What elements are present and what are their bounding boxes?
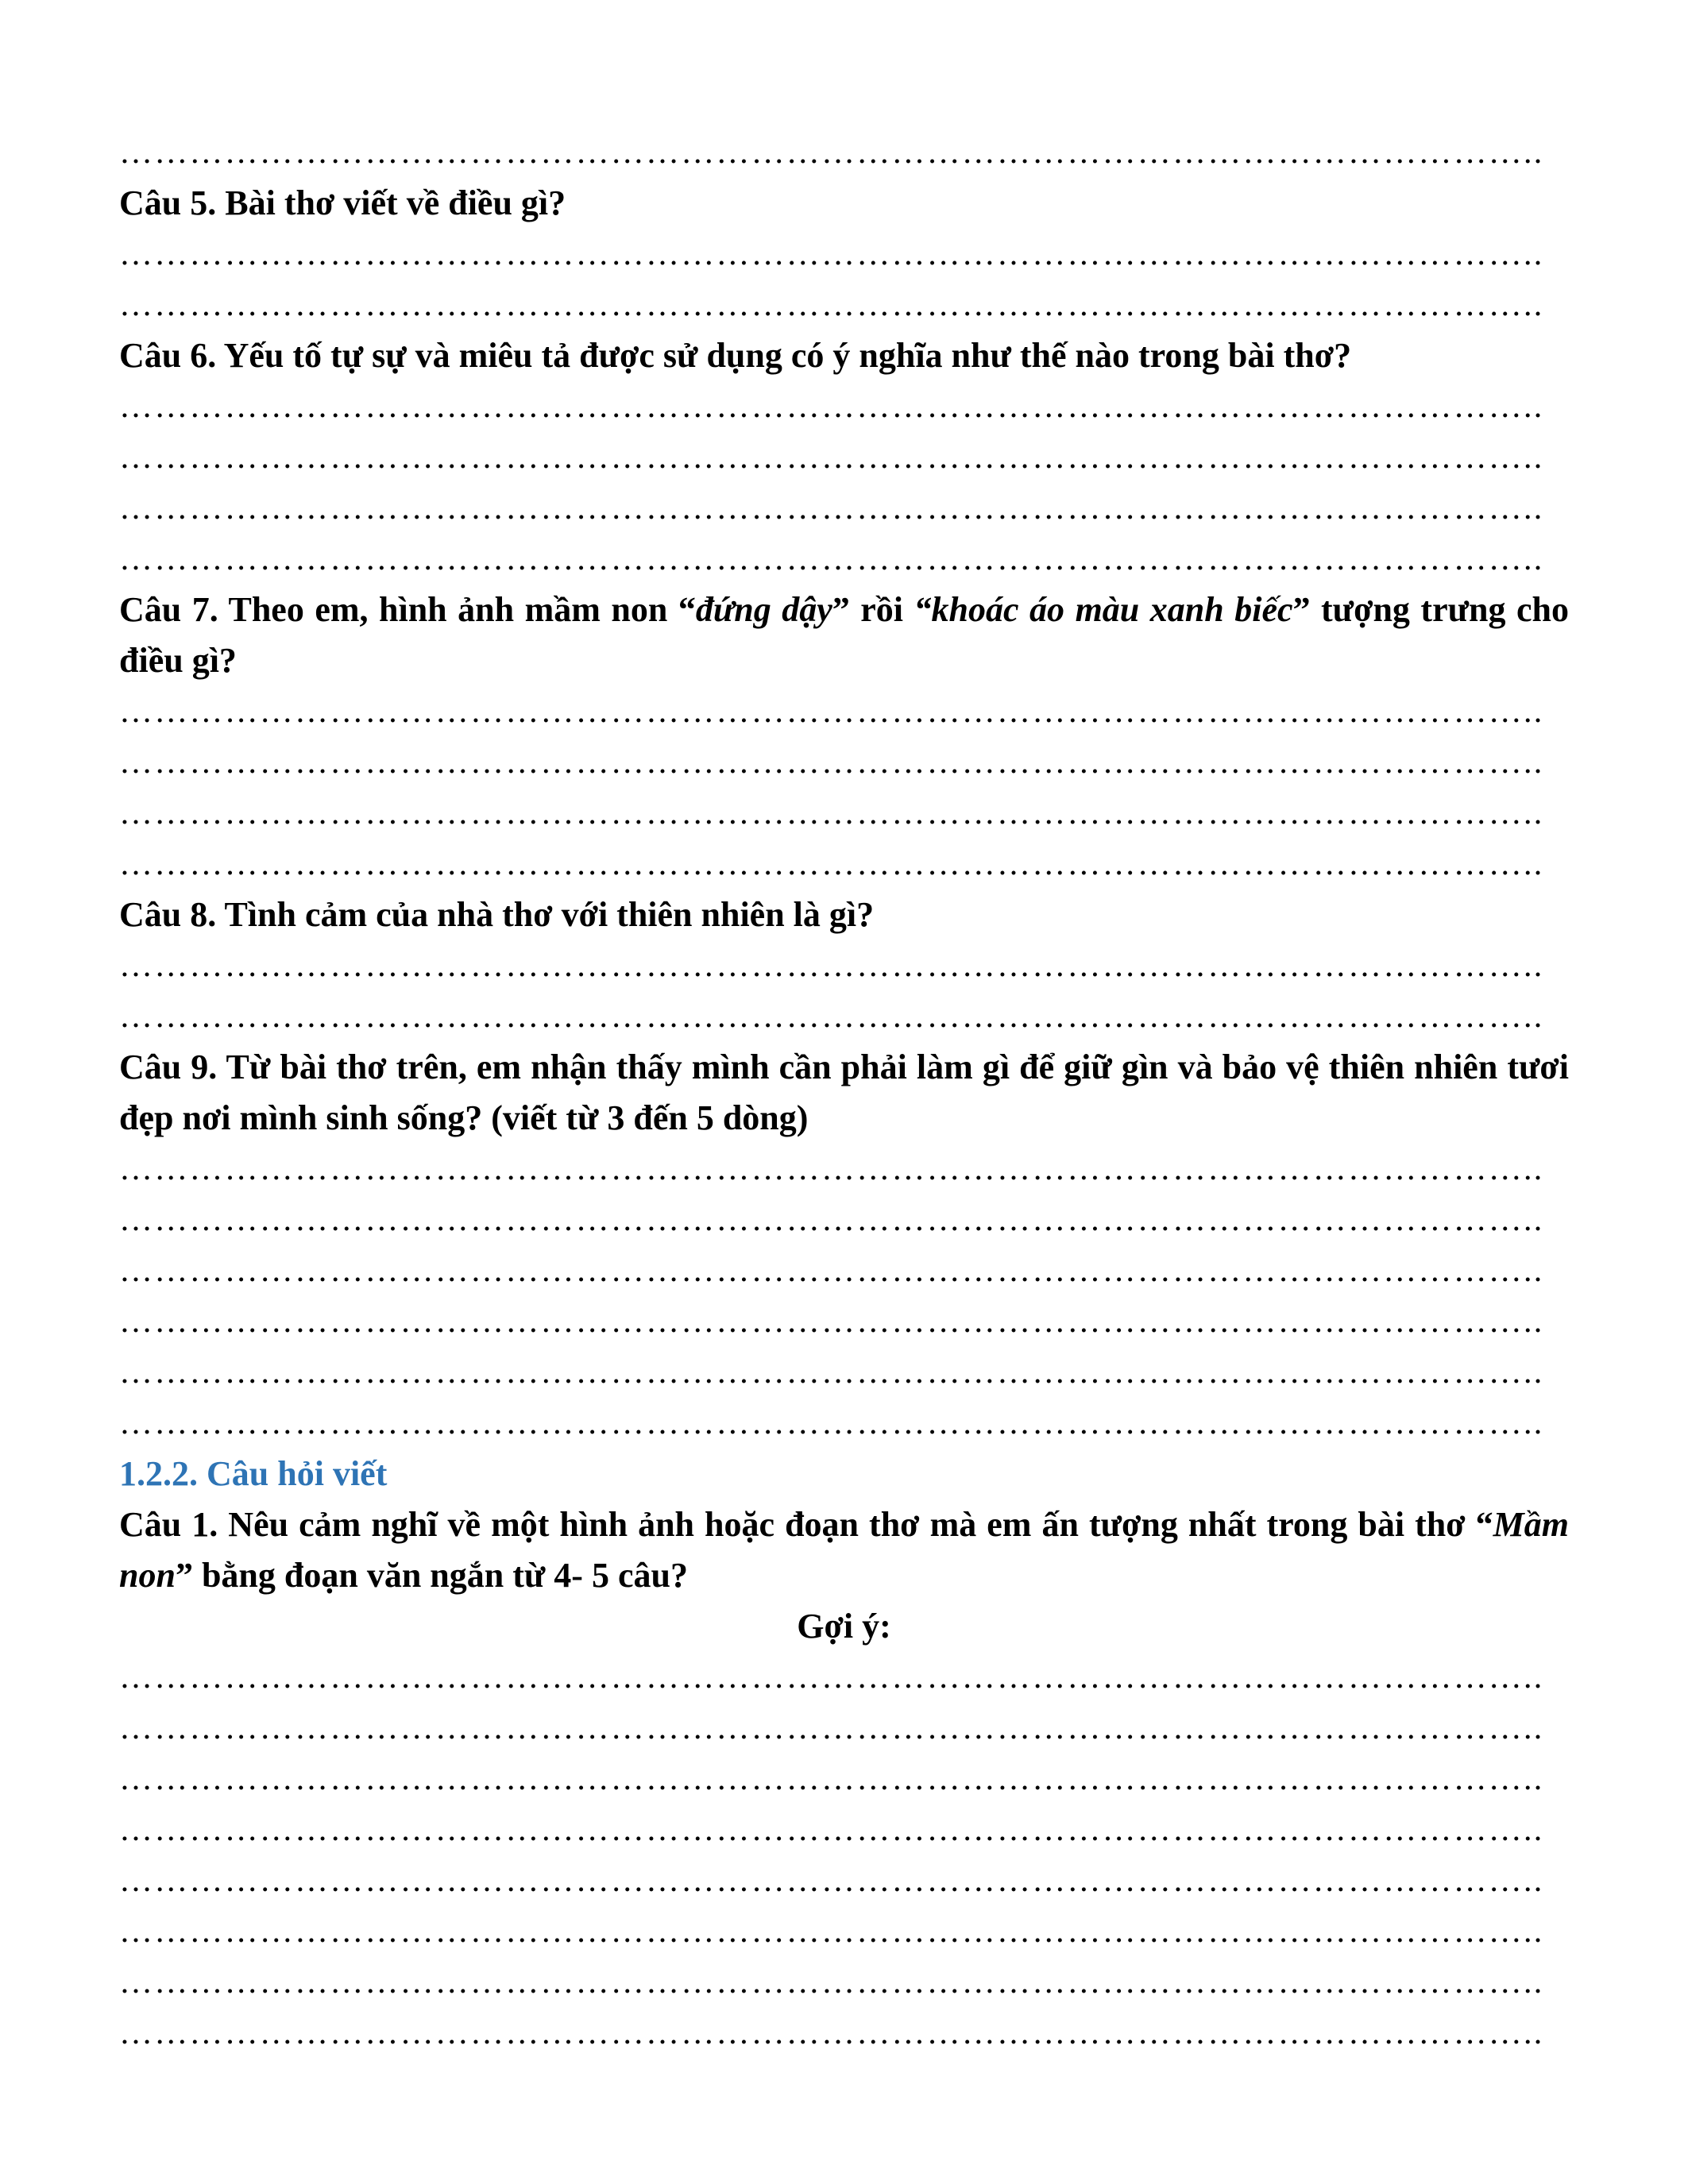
- question-5: Câu 5. Bài thơ viết về điều gì?: [119, 183, 566, 222]
- question-7: [119, 585, 1569, 686]
- answer-line: …………………………………………………………………………………………………………..: [119, 1202, 1544, 1238]
- answer-line: …………………………………………………………………………………………………………..: [119, 287, 1544, 323]
- writing-question-1-text: ” bằng đoạn văn ngắn từ 4- 5 câu?: [175, 1556, 688, 1595]
- answer-line: …………………………………………………………………………………………………………..: [119, 439, 1544, 476]
- answer-line: …………………………………………………………………………………………………………..: [119, 541, 1544, 577]
- answer-line: …………………………………………………………………………………………………………..: [119, 795, 1544, 832]
- answer-line: …………………………………………………………………………………………………………..: [119, 744, 1544, 781]
- answer-line: …………………………………………………………………………………………………………..: [119, 134, 1544, 171]
- question-7-text: ” rồi: [832, 590, 914, 629]
- answer-line: …………………………………………………………………………………………………………..: [119, 1354, 1544, 1391]
- answer-line: …………………………………………………………………………………………………………..: [119, 1761, 1544, 1797]
- answer-line: …………………………………………………………………………………………………………..: [119, 1659, 1544, 1696]
- answer-line: …………………………………………………………………………………………………………..: [119, 998, 1544, 1035]
- section-heading: 1.2.2. Câu hỏi viết: [119, 1454, 388, 1493]
- answer-line: …………………………………………………………………………………………………………..: [119, 1862, 1544, 1899]
- answer-line: …………………………………………………………………………………………………………..: [119, 846, 1544, 882]
- hint-label: Gợi ý:: [797, 1607, 891, 1646]
- worksheet-page: [119, 127, 1569, 2059]
- question-7-quote-1: đứng dậy: [695, 590, 832, 629]
- answer-line: …………………………………………………………………………………………………………..: [119, 236, 1544, 272]
- answer-line: …………………………………………………………………………………………………………..: [119, 2015, 1544, 2051]
- writing-question-1: [119, 1499, 1569, 1601]
- answer-line: …………………………………………………………………………………………………………..: [119, 1151, 1544, 1187]
- writing-question-1-text: Câu 1. Nêu cảm nghĩ về một hình ảnh hoặc đoạn thơ mà em ấn tượng nhất trong bài thơ “: [119, 1505, 1493, 1544]
- question-7-quote-2: “khoác áo màu xanh biếc: [914, 590, 1293, 629]
- answer-line: …………………………………………………………………………………………………………..: [119, 490, 1544, 527]
- answer-line: …………………………………………………………………………………………………………..: [119, 1964, 1544, 2001]
- question-7-text: ” tượng trưng cho điều gì?: [119, 590, 1569, 680]
- answer-line: …………………………………………………………………………………………………………..: [119, 1252, 1544, 1289]
- answer-line: …………………………………………………………………………………………………………..: [119, 1913, 1544, 1950]
- answer-line: …………………………………………………………………………………………………………..: [119, 1405, 1544, 1441]
- answer-line: …………………………………………………………………………………………………………..: [119, 947, 1544, 984]
- answer-line: …………………………………………………………………………………………………………..: [119, 1710, 1544, 1746]
- question-8: Câu 8. Tình cảm của nhà thơ với thiên nhiên là gì?: [119, 895, 875, 934]
- answer-line: …………………………………………………………………………………………………………..: [119, 693, 1544, 730]
- answer-line: …………………………………………………………………………………………………………..: [119, 1812, 1544, 1848]
- answer-line: …………………………………………………………………………………………………………..: [119, 1303, 1544, 1340]
- writing-question-1-title: Mầm non: [119, 1505, 1569, 1595]
- question-6: Câu 6. Yếu tố tự sự và miêu tả được sử dụng có ý nghĩa như thế nào trong bài thơ?: [119, 336, 1352, 375]
- question-7-text: Câu 7. Theo em, hình ảnh mầm non “: [119, 590, 696, 629]
- question-9: Câu 9. Từ bài thơ trên, em nhận thấy mình cần phải làm gì để giữ gìn và bảo vệ thiên nhiên tươi đẹp nơi mình sinh sống? (viết từ 3 đến 5 dòng): [119, 1048, 1569, 1137]
- answer-line: …………………………………………………………………………………………………………..: [119, 388, 1544, 425]
